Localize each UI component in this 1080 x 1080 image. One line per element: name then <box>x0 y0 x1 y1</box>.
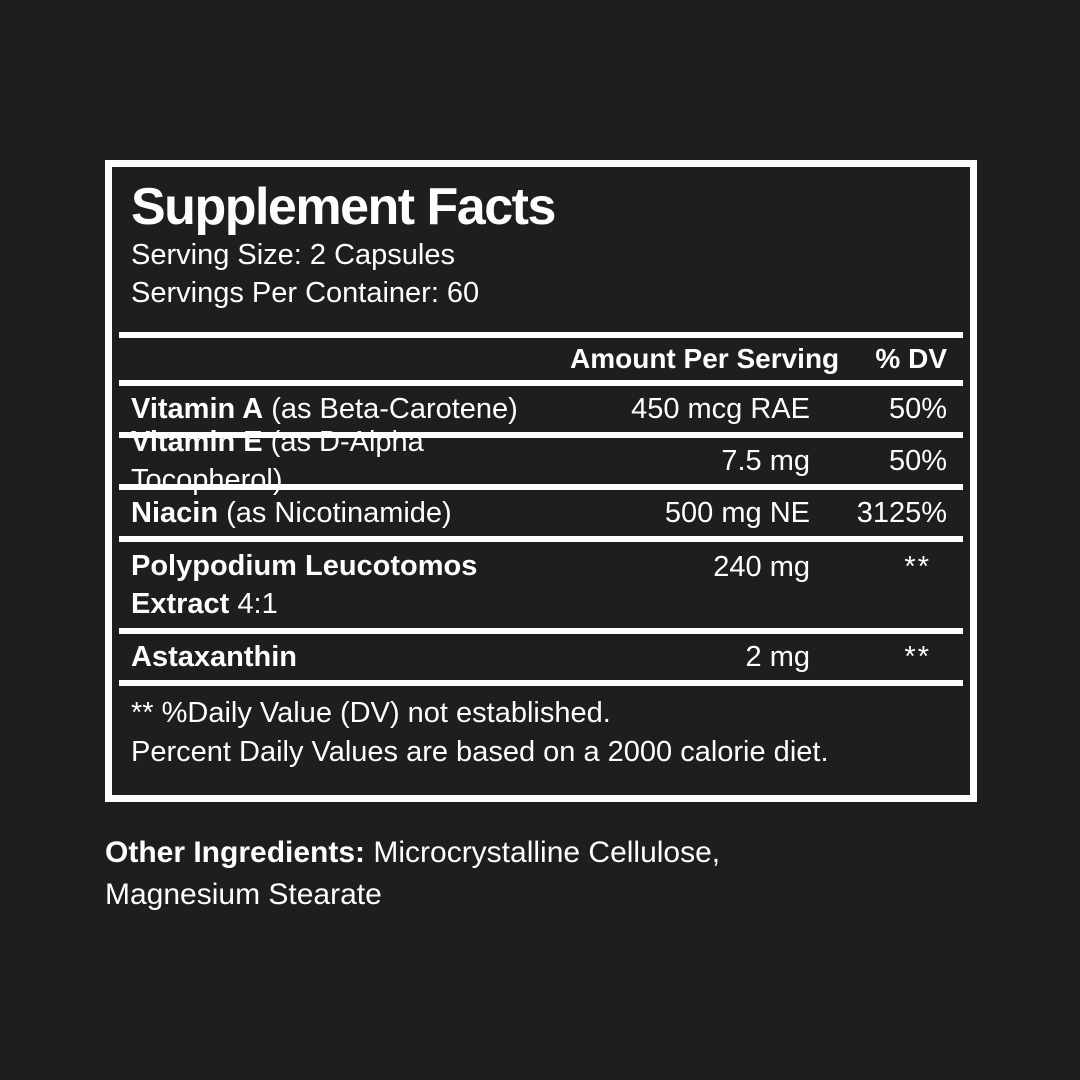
ingredient-amount: 500 mg NE <box>664 496 810 529</box>
footnote-line-dv-not-established: ** %Daily Value (DV) not established. <box>131 697 611 729</box>
ingredient-row-niacin <box>119 490 963 536</box>
ingredient-name-bold: Vitamin E <box>131 426 263 458</box>
panel-title: Supplement Facts <box>131 178 555 236</box>
ingredient-name-bold: Astaxanthin <box>131 641 297 673</box>
column-header-row <box>119 338 963 380</box>
ingredient-name-bold: Vitamin A <box>131 393 264 425</box>
ingredient-row-astaxanthin <box>119 634 963 680</box>
footnote-box <box>119 686 963 788</box>
other-ingredients-text: Microcrystalline Cellulose, Magnesium Stearate <box>105 836 721 911</box>
servings-per-container: Servings Per Container: 60 <box>131 277 480 309</box>
ingredient-dv: ** <box>904 640 931 673</box>
ingredient-dv: ** <box>904 551 931 583</box>
supplement-facts-panel <box>105 160 977 802</box>
ingredient-row-polypodium <box>119 542 963 628</box>
ingredient-dv: 50% <box>888 444 947 477</box>
ingredient-dv: 3125% <box>856 496 947 529</box>
other-ingredients-label: Other Ingredients: <box>105 836 366 869</box>
ingredient-name-detail: (as Nicotinamide) <box>218 497 452 529</box>
ingredient-name <box>119 423 570 499</box>
ingredient-name-detail: (as D-Alpha Tocopherol) <box>131 426 424 496</box>
ingredient-name-bold: Niacin <box>131 497 219 529</box>
ingredient-row-vitamin-e <box>119 426 963 496</box>
ingredient-name-bold: Extract <box>131 588 230 620</box>
ingredient-dv: 50% <box>888 392 947 425</box>
ingredient-name-line2 <box>131 585 570 623</box>
ingredient-name <box>119 547 570 623</box>
ingredient-amount: 450 mcg RAE <box>631 392 810 425</box>
ingredient-name <box>119 494 570 532</box>
ingredient-name-bold: Polypodium Leucotomos <box>131 550 478 582</box>
column-header-amount: Amount Per Serving <box>570 343 840 374</box>
panel-header <box>119 174 963 332</box>
ingredient-name-detail: (as Beta-Carotene) <box>263 393 518 425</box>
ingredient-name <box>119 638 570 676</box>
ingredient-name-detail: 4:1 <box>229 588 278 620</box>
footnote-line-daily-values: Percent Daily Values are based on a 2000 calorie diet. <box>131 736 829 768</box>
ingredient-name-line1 <box>131 547 570 585</box>
ingredient-amount: 240 mg <box>713 551 810 583</box>
column-header-dv: % DV <box>875 343 947 374</box>
other-ingredients <box>105 832 825 916</box>
ingredient-amount: 2 mg <box>745 640 810 673</box>
serving-size: Serving Size: 2 Capsules <box>131 239 455 271</box>
ingredient-amount: 7.5 mg <box>721 444 810 477</box>
